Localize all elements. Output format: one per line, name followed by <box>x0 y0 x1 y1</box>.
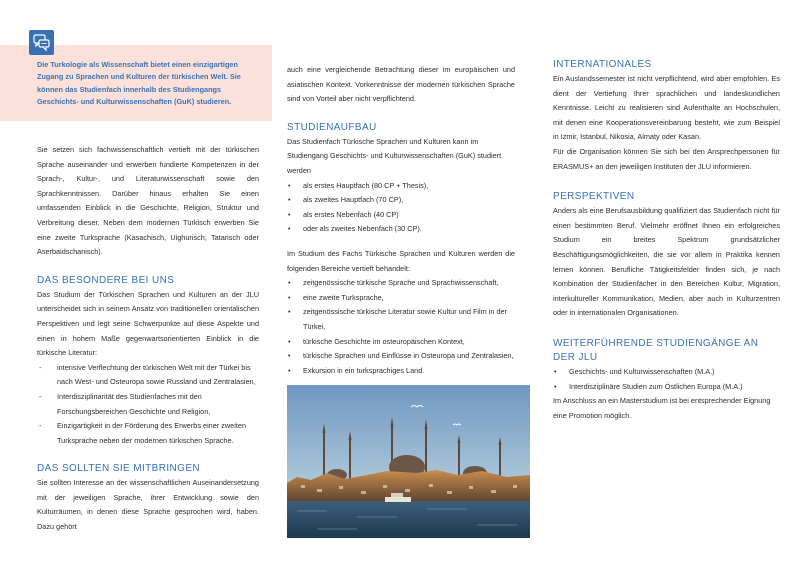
aufbau-text: Das Studienfach Türkische Sprachen und Kulturen kann im Studiengang Geschichts- und Kulturwissenschaften (GuK) studiert werden <box>287 136 502 175</box>
list-item: • als erstes Nebenfach (40 CP) <box>287 208 515 223</box>
intro-box <box>0 45 272 121</box>
list-item: • als zweites Hauptfach (70 CP), <box>287 193 515 208</box>
mitbringen-text: Sie sollten Interesse an der wissenschaftlichen Auseinandersetzung mit der jeweiligen Sprache, ihrer Entwicklung sowie den Kulturräumen, in denen diese Sprache gesprochen wird, haben. Dazu gehört <box>37 478 259 532</box>
list-item: • zeitgenössische türkische Literatur sowie Kultur und Film in der Türkei, <box>287 305 515 334</box>
heading-mitbringen: DAS SOLLTEN SIE MITBRINGEN <box>37 463 201 475</box>
mitbringen-continuation: auch eine vergleichende Betrachtung dieser im europäischen und asiatischen Kontext. Vorkenntnisse der modernen türkischen Sprache sind von Vorteil aber nicht verpflichtend. <box>287 65 515 104</box>
heading-weiterfuehrende: WEITERFÜHRENDE STUDIENGÄNGE AN DER JLU <box>553 337 759 363</box>
heading-perspektiven: PERSPEKTIVEN <box>553 191 635 203</box>
heading-besondere: DAS BESONDERE BEI UNS <box>37 274 175 286</box>
column-2 <box>287 63 515 378</box>
list-item: • als erstes Hauptfach (80 CP + Thesis), <box>287 179 515 194</box>
heading-internationales: INTERNATIONALES <box>553 59 652 70</box>
erasmus-text: Für die Organisation können Sie sich bei den Ansprechpersonen für ERASMUS+ an den jeweiligen Instituten der JLU informieren. <box>553 146 780 171</box>
aufbau-list <box>287 179 515 237</box>
list-item: • türkische Geschichte im osteuropäischen Kontext, <box>287 335 515 350</box>
column-3 <box>553 58 780 423</box>
weiterfuehrende-list <box>553 365 780 394</box>
list-item: - Interdisziplinarität des Studienfaches mit den Forschungsbereichen Geschichte und Religion, <box>37 390 259 419</box>
list-item: - Einzigartigkeit in der Förderung des Erwerbs einer zweiten Turksprache neben der modernen türkischen Sprache. <box>37 419 259 448</box>
promotion-text: Im Anschluss an ein Masterstudium ist bei entsprechender Eignung eine Promotion möglich. <box>553 396 771 420</box>
bereiche-list <box>287 276 515 378</box>
list-item: - intensive Verflechtung der türkischen Welt mit der Türkei bis nach West- und Osteuropa sowie Russland und Zentralasien, <box>37 361 259 390</box>
chat-bubbles-icon <box>29 30 54 55</box>
intro-text: Die Turkologie als Wissenschaft bietet einen einzigartigen Zugang zu Sprachen und Kulturen der türkischen Welt. Sie können das Studienfach innerhalb des Studiengangs Geschichts- und Kulturwissenschaften (GuK) studieren. <box>37 60 241 107</box>
list-item: • Interdisziplinäre Studien zum Östlichen Europa (M.A.) <box>553 380 780 395</box>
perspektiven-text: Anders als eine Berufsausbildung qualifiziert das Studienfach nicht für einen bestimmten Beruf. Vielmehr eröffnet Ihnen ein erfolgreiches Studium ein breites Spektrum grundsätzlicher Beschäftigungsmöglichkeiten, die sie vor allem in Praktika kennen lernen können. Berufliche Tätigkeitsfelder finden sich, je nach Kombination der Studienfächer in den Bereichen Kultur, Migration, interkultureller Kommunikation, Medien, aber auch in Kulturzentren oder in internationalen Organisationen. <box>553 206 780 318</box>
list-item: • Exkursion in ein turksprachiges Land. <box>287 364 515 379</box>
list-item: • oder als zweites Nebenfach (30 CP). <box>287 222 515 237</box>
list-item: • eine zweite Turksprache, <box>287 291 515 306</box>
besondere-list <box>37 361 259 449</box>
list-item: • zeitgenössische türkische Sprache und Sprachwissenschaft, <box>287 276 515 291</box>
column-1 <box>37 143 259 535</box>
istanbul-skyline-photo <box>287 385 530 538</box>
besondere-text: Das Studium der Türkischen Sprachen und Kulturen an der JLU unterscheidet sich in seinem Ansatz von traditionellen orientalischen Perspektiven und legt seine Schwerpunkte auf diese Aspekte und einen in hohem Maße gegenwartsorientierten Einblick in die türkische Literatur: <box>37 289 259 358</box>
list-item: • Geschichts- und Kulturwissenschaften (M.A.) <box>553 365 780 380</box>
intro-paragraph: Sie setzen sich fachwissenschaftlich vertieft mit der türkischen Sprache auseinander und erwerben fundierte Kompetenzen in der Sprach-, Kultur-, und Literaturwissenschaft sowie den Sprachkenntnissen. Darüber hinaus erhalten Sie einen umfassenden Einblick in die Geschichte, Religion, Struktur und Verbreitung dieser. Neben dem modernen Türkisch erwerben Sie eine zweite Turksprache (Kasachisch, Uighurisch, Tatarisch oder Aserbaidschanisch). <box>37 145 259 257</box>
bereiche-text: Im Studium des Fachs Türkische Sprachen und Kulturen werden die folgenden Bereiche vertieft behandelt: <box>287 248 515 273</box>
list-item: • türkische Sprachen und Einflüsse in Osteuropa und Zentralasien, <box>287 349 515 364</box>
heading-studienaufbau: STUDIENAUFBAU <box>287 121 377 133</box>
internationales-text: Ein Auslandssemester ist nicht verpflichtend, wird aber empfohlen. Es dient der Vertiefung Ihrer sprachlichen und landeskundlichen Kenntnisse. Leicht zu realisieren sind Aufenthalte an Hochschulen, mit denen eine Kooperationsvereinbarung besteht, wie zum Beispiel in Izmir, Istanbul, Nikosia, Almaty oder Kasan. <box>553 74 780 142</box>
